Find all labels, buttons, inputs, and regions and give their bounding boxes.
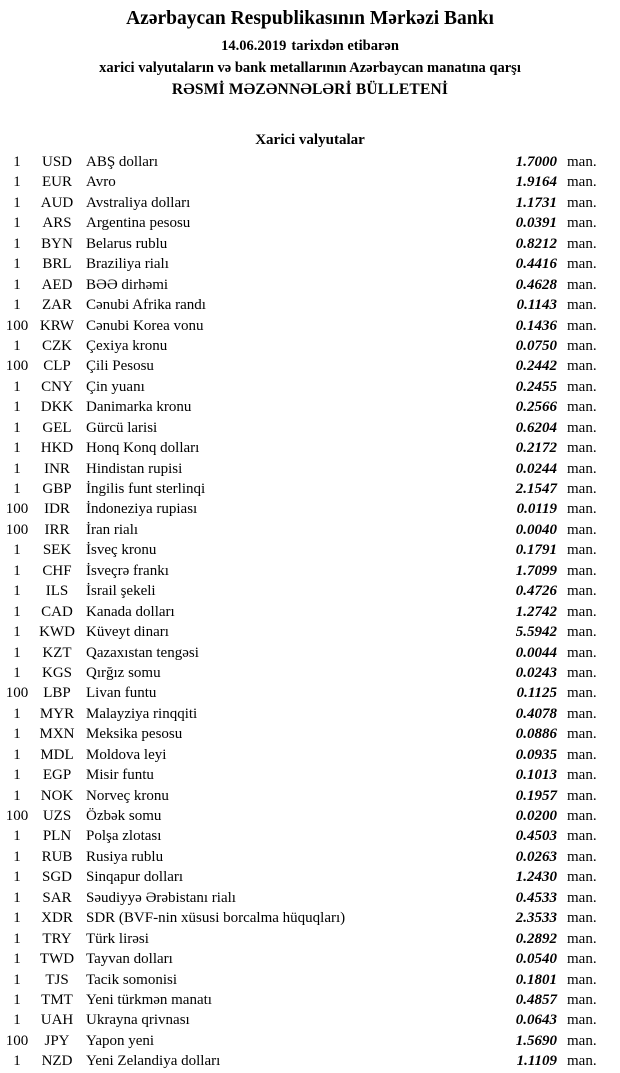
currency-code: UZS bbox=[42, 808, 72, 824]
quantity: 1 bbox=[13, 971, 21, 988]
currency-name: Cənubi Korea vonu bbox=[86, 317, 204, 334]
currency-name: Yeni türkmən manatı bbox=[86, 991, 212, 1008]
quantity: 1 bbox=[13, 848, 21, 865]
rate-value: 0.1801 bbox=[515, 971, 557, 988]
quantity: 1 bbox=[13, 1012, 21, 1029]
currency-code: UAH bbox=[40, 1012, 74, 1029]
rate-value: 0.0263 bbox=[515, 848, 557, 865]
currency-name: İndoneziya rupiası bbox=[86, 501, 198, 518]
quantity: 1 bbox=[13, 460, 21, 477]
currency-row bbox=[0, 377, 607, 397]
rate-value: 0.2442 bbox=[515, 358, 557, 375]
quantity: 100 bbox=[5, 808, 29, 824]
rate-value: 1.7000 bbox=[515, 154, 557, 170]
rate-value: 0.1791 bbox=[515, 542, 557, 559]
effective-date: 14.06.2019 bbox=[221, 38, 287, 54]
rate-value: 0.8212 bbox=[515, 235, 557, 252]
quantity: 100 bbox=[5, 501, 29, 518]
rate-value: 0.0244 bbox=[515, 460, 557, 477]
rate-value: 0.0243 bbox=[515, 664, 557, 681]
rate-value: 0.0643 bbox=[515, 1012, 557, 1029]
unit-label: man. bbox=[567, 419, 597, 436]
quantity: 1 bbox=[13, 174, 21, 191]
quantity: 1 bbox=[13, 644, 21, 661]
currency-code: LBP bbox=[43, 685, 71, 702]
quantity: 1 bbox=[13, 889, 21, 906]
subject-line: xarici valyutaların və bank metallarının Azərbaycan manatına qarşı bbox=[99, 60, 521, 76]
unit-label: man. bbox=[567, 235, 597, 252]
currency-name: Qırğız somu bbox=[86, 664, 161, 681]
currency-name: Hindistan rupisi bbox=[86, 460, 183, 477]
currency-row bbox=[0, 479, 607, 499]
currency-row bbox=[0, 336, 607, 356]
quantity: 100 bbox=[5, 317, 29, 334]
unit-label: man. bbox=[567, 685, 597, 702]
currency-code: BRL bbox=[42, 256, 72, 273]
currency-name: BƏƏ dirhəmi bbox=[86, 276, 169, 293]
rate-value: 0.4533 bbox=[515, 889, 557, 906]
currency-name: Çin yuanı bbox=[86, 378, 145, 395]
quantity: 1 bbox=[13, 194, 21, 211]
currency-row bbox=[0, 867, 607, 887]
rate-value: 0.0200 bbox=[515, 808, 557, 824]
currency-code: IDR bbox=[44, 501, 70, 518]
currency-code: USD bbox=[41, 154, 72, 170]
effective-date-suffix: tarixdən etibarən bbox=[291, 38, 399, 54]
currency-code: ZAR bbox=[42, 297, 72, 314]
currency-code: CLP bbox=[43, 358, 71, 375]
currency-row bbox=[0, 908, 607, 928]
rate-value: 0.0935 bbox=[515, 746, 557, 763]
unit-label: man. bbox=[567, 440, 597, 457]
unit-label: man. bbox=[567, 481, 597, 497]
currency-code: CHF bbox=[42, 562, 72, 579]
unit-label: man. bbox=[567, 624, 597, 641]
currency-name: Yapon yeni bbox=[86, 1032, 155, 1049]
quantity: 1 bbox=[13, 399, 21, 416]
quantity: 1 bbox=[13, 297, 21, 314]
unit-label: man. bbox=[567, 460, 597, 477]
currency-name: Avro bbox=[86, 174, 116, 191]
unit-label: man. bbox=[567, 1053, 597, 1070]
rate-value: 0.2455 bbox=[515, 378, 557, 395]
rate-value: 0.0886 bbox=[515, 726, 557, 743]
currency-code: MXN bbox=[39, 726, 75, 743]
quantity: 1 bbox=[13, 930, 21, 947]
quantity: 1 bbox=[13, 583, 21, 600]
currency-code: TJS bbox=[45, 971, 69, 988]
currency-code: SGD bbox=[41, 869, 72, 886]
currency-code: BYN bbox=[41, 235, 73, 252]
unit-label: man. bbox=[567, 951, 597, 968]
currency-row bbox=[0, 459, 607, 479]
currency-row bbox=[0, 929, 607, 949]
quantity: 1 bbox=[13, 542, 21, 559]
currency-row bbox=[0, 704, 607, 724]
quantity: 1 bbox=[13, 378, 21, 395]
quantity: 100 bbox=[5, 1032, 29, 1049]
currency-row bbox=[0, 561, 607, 581]
currency-row bbox=[0, 990, 607, 1010]
rate-value: 0.4416 bbox=[515, 256, 557, 273]
currency-row bbox=[0, 295, 607, 315]
unit-label: man. bbox=[567, 971, 597, 988]
currency-name: Səudiyyə Ərəbistanı rialı bbox=[86, 889, 236, 906]
rate-value: 0.0391 bbox=[515, 215, 557, 232]
currency-name: Kanada dolları bbox=[86, 603, 175, 620]
quantity: 1 bbox=[13, 869, 21, 886]
currency-row bbox=[0, 786, 607, 806]
rate-value: 0.0119 bbox=[516, 501, 557, 518]
quantity: 1 bbox=[13, 154, 21, 170]
currency-name: Moldova leyi bbox=[86, 746, 167, 763]
currency-code: JPY bbox=[44, 1032, 70, 1049]
currency-name: Çexiya kronu bbox=[86, 337, 168, 354]
quantity: 1 bbox=[13, 603, 21, 620]
currency-row bbox=[0, 397, 607, 417]
quantity: 1 bbox=[13, 951, 21, 968]
currency-row bbox=[0, 1051, 607, 1071]
currency-code: EGP bbox=[42, 767, 72, 784]
currency-code: XDR bbox=[41, 910, 73, 927]
currency-code: KWD bbox=[39, 624, 75, 641]
currency-row bbox=[0, 826, 607, 846]
currency-row bbox=[0, 1010, 607, 1030]
unit-label: man. bbox=[567, 1032, 597, 1049]
currency-name: Tacik somonisi bbox=[86, 971, 178, 988]
currency-code: SEK bbox=[42, 542, 72, 559]
currency-row bbox=[0, 949, 607, 969]
currency-row bbox=[0, 602, 607, 622]
rate-value: 0.6204 bbox=[515, 419, 557, 436]
currency-row bbox=[0, 765, 607, 785]
currency-name: ABŞ dolları bbox=[86, 154, 159, 170]
rate-value: 0.1143 bbox=[516, 297, 557, 314]
currency-name: Ukrayna qrivnası bbox=[86, 1012, 190, 1029]
unit-label: man. bbox=[567, 767, 597, 784]
unit-label: man. bbox=[567, 154, 597, 170]
rate-value: 1.1731 bbox=[515, 194, 557, 211]
currency-code: IRR bbox=[44, 521, 70, 538]
quantity: 1 bbox=[13, 276, 21, 293]
rate-value: 0.0040 bbox=[515, 521, 557, 538]
currency-code: MDL bbox=[40, 746, 74, 763]
currency-code: GEL bbox=[42, 419, 72, 436]
currency-row bbox=[0, 745, 607, 765]
unit-label: man. bbox=[567, 501, 597, 518]
currency-name: Rusiya rublu bbox=[86, 848, 164, 865]
currency-code: CNY bbox=[41, 378, 73, 395]
currency-row bbox=[0, 970, 607, 990]
unit-label: man. bbox=[567, 583, 597, 600]
quantity: 100 bbox=[5, 358, 29, 375]
currency-name: İsrail şekeli bbox=[86, 583, 156, 600]
unit-label: man. bbox=[567, 664, 597, 681]
currency-name: İran rialı bbox=[86, 521, 139, 538]
currency-name: Meksika pesosu bbox=[86, 726, 183, 743]
unit-label: man. bbox=[567, 930, 597, 947]
currency-row bbox=[0, 193, 607, 213]
rate-value: 0.4857 bbox=[515, 991, 557, 1008]
currency-code: TRY bbox=[42, 930, 72, 947]
rate-value: 1.2742 bbox=[515, 603, 557, 620]
unit-label: man. bbox=[567, 705, 597, 722]
currency-row bbox=[0, 520, 607, 540]
unit-label: man. bbox=[567, 337, 597, 354]
unit-label: man. bbox=[567, 910, 597, 927]
currency-code: MYR bbox=[39, 705, 75, 722]
currency-row bbox=[0, 663, 607, 683]
currency-name: SDR (BVF-nin xüsusi borcalma hüquqları) bbox=[86, 910, 346, 927]
quantity: 1 bbox=[13, 787, 21, 804]
quantity: 1 bbox=[13, 256, 21, 273]
rate-value: 0.2172 bbox=[515, 440, 557, 457]
unit-label: man. bbox=[567, 399, 597, 416]
currency-row bbox=[0, 888, 607, 908]
quantity: 1 bbox=[13, 562, 21, 579]
rate-value: 0.4628 bbox=[515, 276, 557, 293]
currency-name: Qazaxıstan tengəsi bbox=[86, 644, 199, 661]
rate-value: 0.4503 bbox=[515, 828, 557, 845]
currency-code: EUR bbox=[42, 174, 72, 191]
currency-code: GBP bbox=[42, 481, 72, 497]
unit-label: man. bbox=[567, 869, 597, 886]
unit-label: man. bbox=[567, 726, 597, 743]
currency-code: NZD bbox=[41, 1053, 73, 1070]
unit-label: man. bbox=[567, 542, 597, 559]
currency-name: Norveç kronu bbox=[86, 787, 169, 804]
currency-name: Argentina pesosu bbox=[86, 215, 191, 232]
currency-code: KRW bbox=[39, 317, 75, 334]
quantity: 1 bbox=[13, 235, 21, 252]
currency-row bbox=[0, 234, 607, 254]
quantity: 1 bbox=[13, 481, 21, 497]
unit-label: man. bbox=[567, 297, 597, 314]
currency-name: Özbək somu bbox=[86, 808, 162, 824]
rate-value: 1.7099 bbox=[515, 562, 557, 579]
currency-row bbox=[0, 152, 607, 172]
unit-label: man. bbox=[567, 603, 597, 620]
rate-value: 0.2566 bbox=[515, 399, 557, 416]
currency-code: RUB bbox=[41, 848, 73, 865]
currency-code: INR bbox=[44, 460, 70, 477]
quantity: 1 bbox=[13, 419, 21, 436]
currency-code: ILS bbox=[45, 583, 69, 600]
currency-name: Tayvan dolları bbox=[86, 951, 173, 968]
rate-value: 1.5690 bbox=[515, 1032, 557, 1049]
quantity: 1 bbox=[13, 664, 21, 681]
rate-value: 0.1436 bbox=[515, 317, 557, 334]
currency-name: İngilis funt sterlinqi bbox=[86, 481, 206, 497]
unit-label: man. bbox=[567, 644, 597, 661]
currency-code: ARS bbox=[42, 215, 72, 232]
quantity: 1 bbox=[13, 1053, 21, 1070]
currency-code: AUD bbox=[40, 194, 74, 211]
rate-value: 1.1109 bbox=[516, 1053, 557, 1070]
currency-code: CZK bbox=[42, 337, 72, 354]
currency-row bbox=[0, 581, 607, 601]
rate-value: 1.2430 bbox=[515, 869, 557, 886]
currency-code: AED bbox=[41, 276, 73, 293]
currency-row bbox=[0, 1031, 607, 1051]
currency-name: Sinqapur dolları bbox=[86, 869, 184, 886]
section-title: Xarici valyutalar bbox=[255, 132, 365, 148]
unit-label: man. bbox=[567, 215, 597, 232]
currency-name: Braziliya rialı bbox=[86, 256, 169, 273]
unit-label: man. bbox=[567, 521, 597, 538]
quantity: 1 bbox=[13, 746, 21, 763]
currency-row bbox=[0, 622, 607, 642]
currency-name: Yeni Zelandiya dolları bbox=[86, 1053, 221, 1070]
currency-name: Polşa zlotası bbox=[86, 828, 162, 845]
unit-label: man. bbox=[567, 174, 597, 191]
currency-row bbox=[0, 213, 607, 233]
rate-value: 0.4726 bbox=[515, 583, 557, 600]
currency-row bbox=[0, 847, 607, 867]
quantity: 1 bbox=[13, 828, 21, 845]
currency-name: Livan funtu bbox=[86, 685, 157, 702]
quantity: 1 bbox=[13, 624, 21, 641]
currency-row bbox=[0, 418, 607, 438]
currency-row bbox=[0, 643, 607, 663]
quantity: 1 bbox=[13, 440, 21, 457]
rate-value: 0.4078 bbox=[515, 705, 557, 722]
unit-label: man. bbox=[567, 562, 597, 579]
quantity: 1 bbox=[13, 337, 21, 354]
currency-row bbox=[0, 356, 607, 376]
currency-name: İsveç kronu bbox=[86, 542, 157, 559]
currency-name: Cənubi Afrika randı bbox=[86, 297, 206, 314]
rate-value: 5.5942 bbox=[515, 624, 557, 641]
currency-name: Gürcü larisi bbox=[86, 419, 158, 436]
currency-name: Misir funtu bbox=[86, 767, 154, 784]
unit-label: man. bbox=[567, 276, 597, 293]
currency-row bbox=[0, 499, 607, 519]
unit-label: man. bbox=[567, 991, 597, 1008]
rate-value: 0.0044 bbox=[515, 644, 557, 661]
unit-label: man. bbox=[567, 358, 597, 375]
quantity: 1 bbox=[13, 767, 21, 784]
rate-value: 2.3533 bbox=[515, 910, 557, 927]
currency-name: İsveçrə frankı bbox=[86, 562, 169, 579]
currency-row bbox=[0, 438, 607, 458]
currency-row bbox=[0, 806, 607, 826]
unit-label: man. bbox=[567, 848, 597, 865]
currency-row bbox=[0, 316, 607, 336]
unit-label: man. bbox=[567, 808, 597, 824]
currency-row bbox=[0, 172, 607, 192]
currency-row bbox=[0, 683, 607, 703]
unit-label: man. bbox=[567, 746, 597, 763]
currency-code: DKK bbox=[40, 399, 74, 416]
currency-name: Danimarka kronu bbox=[86, 399, 192, 416]
unit-label: man. bbox=[567, 889, 597, 906]
quantity: 1 bbox=[13, 991, 21, 1008]
rate-value: 0.1013 bbox=[515, 767, 557, 784]
quantity: 1 bbox=[13, 215, 21, 232]
currency-row bbox=[0, 254, 607, 274]
unit-label: man. bbox=[567, 317, 597, 334]
rate-value: 0.0750 bbox=[515, 337, 557, 354]
currency-name: Türk lirəsi bbox=[86, 930, 149, 947]
currency-code: SAR bbox=[42, 889, 72, 906]
currency-code: NOK bbox=[40, 787, 74, 804]
unit-label: man. bbox=[567, 1012, 597, 1029]
quantity: 1 bbox=[13, 705, 21, 722]
bank-name: Azərbaycan Respublikasının Mərkəzi Bankı bbox=[126, 8, 494, 29]
bulletin-header bbox=[0, 0, 620, 100]
currency-name: Belarus rublu bbox=[86, 235, 168, 252]
unit-label: man. bbox=[567, 378, 597, 395]
bulletin-title: RƏSMİ MƏZƏNNƏLƏRİ BÜLLETENİ bbox=[171, 81, 449, 98]
currency-code: TWD bbox=[39, 951, 75, 968]
effective-date-line bbox=[0, 36, 620, 56]
unit-label: man. bbox=[567, 256, 597, 273]
currency-code: KZT bbox=[42, 644, 72, 661]
currency-code: TMT bbox=[41, 991, 73, 1008]
currency-rates-table bbox=[0, 152, 620, 1072]
rate-value: 1.9164 bbox=[515, 174, 557, 191]
currency-name: Çili Pesosu bbox=[86, 358, 154, 375]
rate-value: 2.1547 bbox=[515, 481, 557, 497]
currency-row bbox=[0, 724, 607, 744]
currency-code: HKD bbox=[40, 440, 74, 457]
currency-code: PLN bbox=[42, 828, 72, 845]
rate-value: 0.2892 bbox=[515, 930, 557, 947]
currency-row bbox=[0, 540, 607, 560]
rate-value: 0.1957 bbox=[515, 787, 557, 804]
rate-value: 0.0540 bbox=[515, 951, 557, 968]
currency-code: KGS bbox=[41, 664, 72, 681]
currency-name: Malayziya rinqqiti bbox=[86, 705, 198, 722]
unit-label: man. bbox=[567, 828, 597, 845]
rate-value: 0.1125 bbox=[516, 685, 557, 702]
currency-code: CAD bbox=[41, 603, 73, 620]
currency-name: Honq Konq dolları bbox=[86, 440, 200, 457]
quantity: 100 bbox=[5, 521, 29, 538]
quantity: 1 bbox=[13, 910, 21, 927]
currency-name: Avstraliya dolları bbox=[86, 194, 191, 211]
quantity: 100 bbox=[5, 685, 29, 702]
currency-row bbox=[0, 275, 607, 295]
currency-name: Küveyt dinarı bbox=[86, 624, 169, 641]
quantity: 1 bbox=[13, 726, 21, 743]
unit-label: man. bbox=[567, 787, 597, 804]
unit-label: man. bbox=[567, 194, 597, 211]
